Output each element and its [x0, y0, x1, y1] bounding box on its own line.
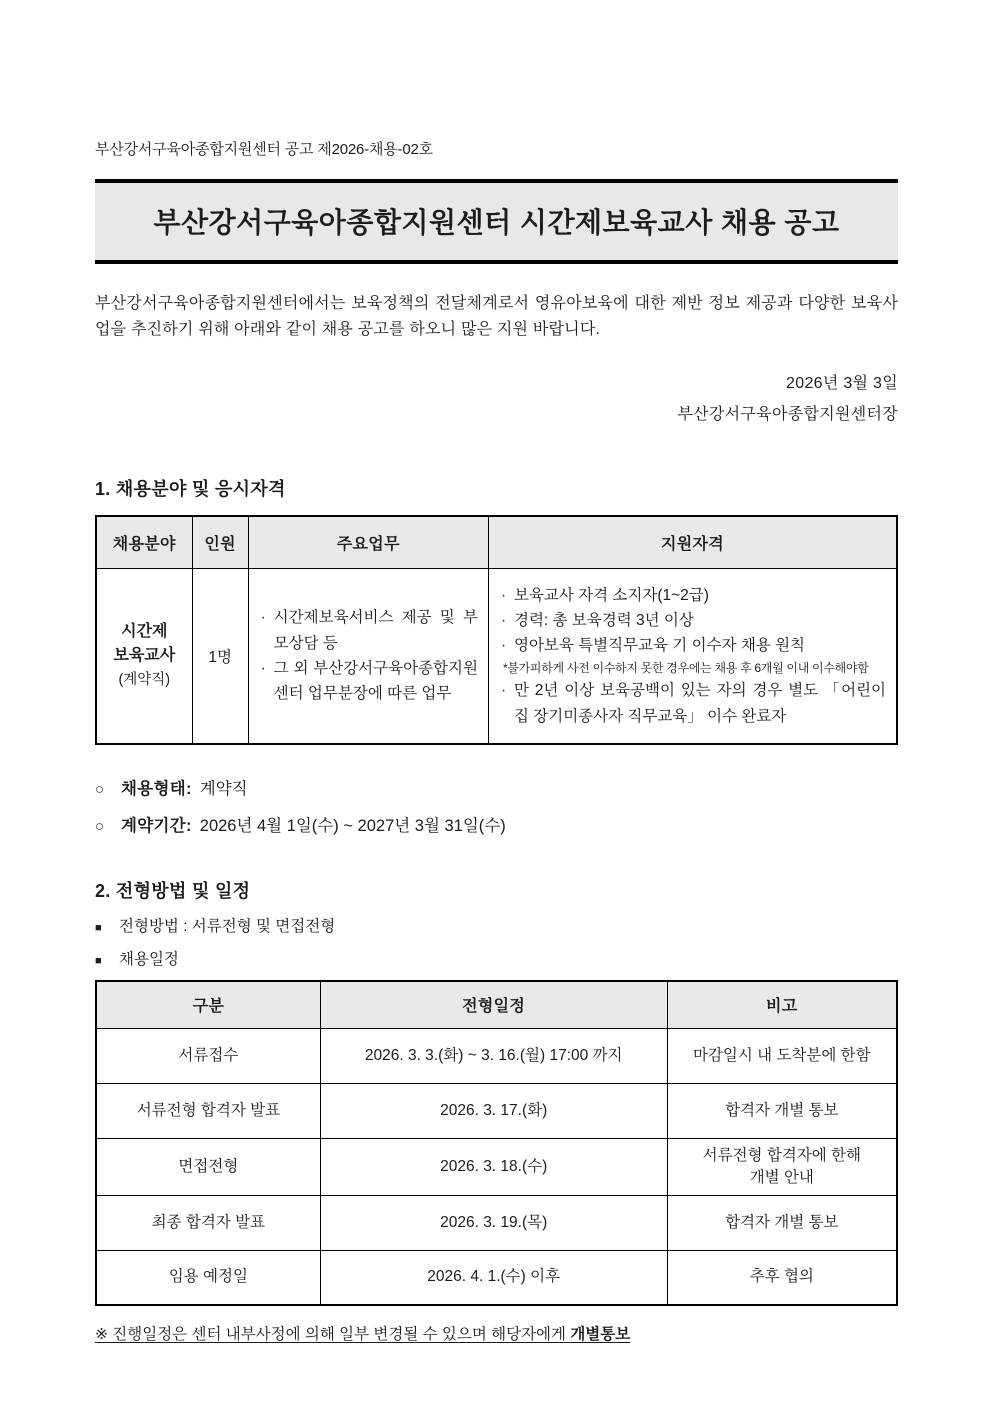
role-name-line1: 시간제 — [121, 622, 168, 640]
qualifications-cell — [488, 568, 897, 743]
table-header-row — [96, 981, 897, 1029]
section1-heading: 1. 채용분야 및 응시자격 — [95, 479, 286, 500]
issue-date: 2026년 3월 3일 — [786, 374, 898, 392]
column-header-count: 인원 — [192, 516, 248, 568]
column-header-qualification: 지원자격 — [488, 516, 897, 568]
method-line: ■ 전형방법 : 서류전형 및 면접전형 — [95, 917, 336, 935]
notice-number: 부산강서구육아종합지원센터 공고 제2026-채용-02호 — [95, 141, 433, 158]
schedule-footnote: ※ 진행일정은 센터 내부사정에 의해 일부 변경될 수 있으며 해당자에게 개별통보 — [95, 1326, 631, 1343]
table-row: 최종 합격자 발표 2026. 3. 19.(목) 합격자 개별 통보 — [96, 1195, 897, 1250]
title-banner — [95, 179, 898, 264]
option-employment-type: ○ 채용형태: 계약직 — [95, 779, 248, 798]
bullet-dot-icon: · — [500, 636, 507, 654]
schedule-table — [95, 980, 898, 1306]
headcount-cell: 1명 — [192, 568, 248, 743]
duty-item: · 그 외 부산강서구육아종합지원센터 업무분장에 따른 업무 — [259, 656, 478, 706]
qualification-item: · 경력: 총 보육경력 3년 이상 — [499, 608, 886, 633]
column-header-duties: 주요업무 — [248, 516, 488, 568]
table-row: 임용 예정일 2026. 4. 1.(수) 이후 추후 협의 — [96, 1250, 897, 1305]
table-row: 면접전형 2026. 3. 18.(수) 서류전형 합격자에 한해 개별 안내 — [96, 1139, 897, 1195]
signature-block — [95, 368, 898, 430]
column-header-field: 채용분야 — [96, 516, 192, 568]
table-row: 서류전형 합격자 발표 2026. 3. 17.(화) 합격자 개별 통보 — [96, 1084, 897, 1139]
table-row — [96, 568, 897, 743]
bullet-dot-icon: · — [500, 682, 507, 700]
column-header-schedule: 전형일정 — [320, 981, 667, 1029]
footnote-emphasis: 개별통보 — [570, 1326, 631, 1343]
qualification-item: · 영아보육 특별직무교육 기 이수자 채용 원칙 — [499, 633, 886, 658]
intro-paragraph: 부산강서구육아종합지원센터에서는 보육정책의 전달체계로서 영유아보육에 대한 제반 정보 제공과 다양한 보육사업을 추진하기 위해 아래와 같이 채용 공고를 하오니 많은 지원 바랍니다. — [95, 295, 898, 338]
column-header-category: 구분 — [96, 981, 320, 1029]
qualification-footnote: *불가피하게 사전 이수하지 못한 경우에는 채용 후 6개월 이내 이수해야함 — [502, 661, 869, 676]
bullet-dot-icon: · — [500, 611, 507, 629]
bullet-circle-icon: ○ — [95, 817, 105, 835]
duty-item: · 시간제보육서비스 제공 및 부모상담 등 — [259, 605, 478, 655]
qualification-item: · 만 2년 이상 보육공백이 있는 자의 경우 별도 「어린이집 장기미종사자 직무교육」 이수 완료자 — [499, 678, 886, 728]
section2-heading: 2. 전형방법 및 일정 — [95, 880, 251, 901]
issuer-name: 부산강서구육아종합지원센터장 — [677, 406, 898, 423]
bullet-dot-icon: · — [500, 586, 507, 604]
qualification-item: · 보육교사 자격 소지자(1~2급) — [499, 583, 886, 608]
bullet-dot-icon: · — [260, 609, 266, 627]
role-contract-type: (계약직) — [118, 672, 171, 689]
duties-cell — [248, 568, 488, 743]
table-row: 서류접수 2026. 3. 3.(화) ~ 3. 16.(월) 17:00 까지 마감일시 내 도착분에 한함 — [96, 1029, 897, 1084]
bullet-square-icon: ■ — [95, 954, 102, 967]
table-header-row — [96, 516, 897, 568]
employment-options — [95, 775, 898, 836]
recruitment-table — [95, 515, 898, 744]
bullet-square-icon: ■ — [95, 921, 102, 934]
role-name-line2: 보육교사 — [113, 647, 176, 665]
bullet-circle-icon: ○ — [95, 780, 105, 798]
column-header-remarks: 비고 — [667, 981, 897, 1029]
document-title: 부산강서구육아종합지원센터 시간제보육교사 채용 공고 — [153, 207, 840, 238]
role-cell — [96, 568, 192, 743]
bullet-dot-icon: · — [260, 659, 266, 677]
schedule-line: ■ 채용일정 — [95, 950, 179, 968]
option-contract-period: ○ 계약기간: 2026년 4월 1일(수) ~ 2027년 3월 31일(수) — [95, 816, 506, 835]
